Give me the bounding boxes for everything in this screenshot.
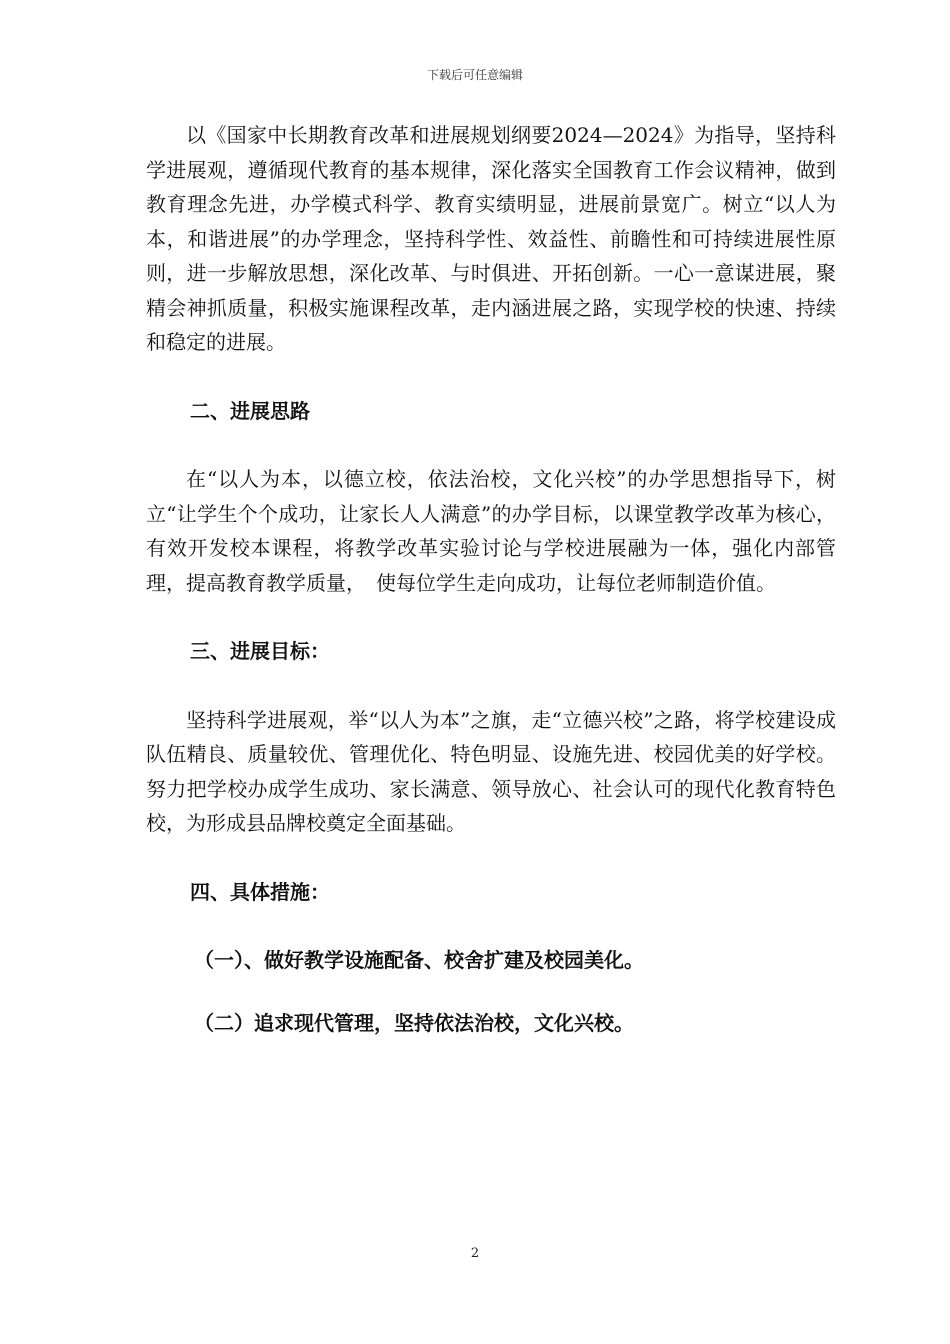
paragraph-guiding-principle: 以《国家中长期教育改革和进展规划纲要2024—2024》为指导，坚持科学进展观，遵循现代教育的基本规律，深化落实全国教育工作会议精神，做到教育理念先进，办学模式科学、教育实绩明显，进展前景宽广。树立“以人为本，和谐进展”的办学理念，坚持科学性、效益性、前瞻性和可持续进展性原则，进一步解放思想，深化改革、与时俱进、开拓创新。一心一意谋进展，聚精会神抓质量，积极实施课程改革，走内涵进展之路，实现学校的快速、持续和稳定的进展。 (146, 123, 836, 354)
paragraph-development-goals: 坚持科学进展观，举“以人为本”之旗，走“立德兴校”之路，将学校建设成队伍精良、质量较优、管理优化、特色明显、设施先进、校园优美的好学校。努力把学校办成学生成功、家长满意、领导放心、社会认可的现代化教育特色校，为形成县品牌校奠定全面基础。 (146, 707, 836, 835)
heading-specific-measures: 四、具体措施： (190, 879, 330, 904)
heading-development-approach: 二、进展思路 (190, 398, 310, 423)
document-body (146, 118, 836, 1068)
page-number: 2 (470, 1246, 480, 1261)
paragraph-development-approach: 在“以人为本，以德立校，依法治校，文化兴校”的办学思想指导下，树立“让学生个个成功，让家长人人满意”的办学目标，以课堂教学改革为核心，有效开发校本课程，将教学改革实验讨论与学校进展融为一体，强化内部管理，提高教育教学质量， 使每位学生走向成功，让每位老师制造价值。 (146, 467, 836, 595)
subheading-measure-1: （一）、做好教学设施配备、校舍扩建及校园美化。 (194, 948, 644, 972)
page-header: 下载后可任意编辑 (426, 68, 523, 82)
heading-development-goals: 三、进展目标： (190, 639, 330, 663)
subheading-measure-2: （二）追求现代管理，坚持依法治校，文化兴校。 (194, 1010, 634, 1035)
